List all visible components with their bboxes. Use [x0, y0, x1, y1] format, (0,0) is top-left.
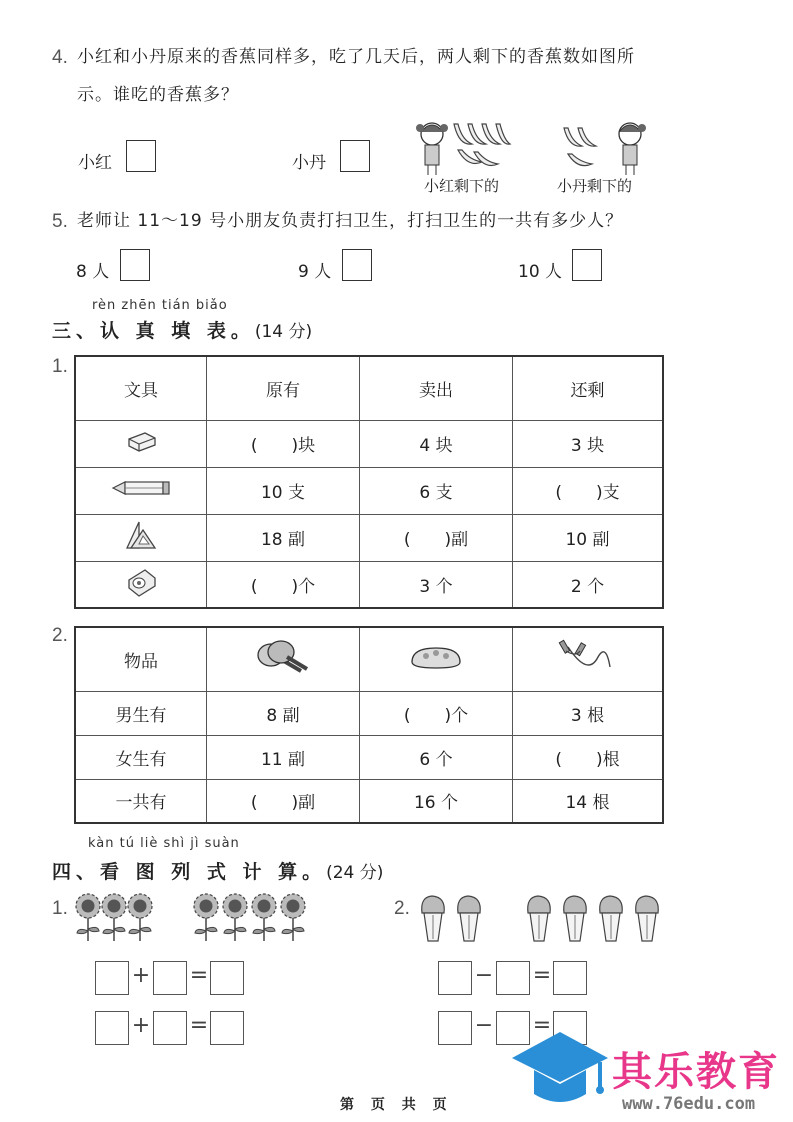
xiaodan-bananas-illustration	[560, 118, 660, 178]
table-cell: 18 副	[207, 514, 360, 561]
cabbage-icon	[528, 896, 551, 941]
problem2-number: 2.	[394, 898, 410, 919]
section4-title: 四、看 图 列 式 计 算。	[52, 861, 327, 883]
q5-option-1-label: 8 人	[76, 262, 110, 282]
q4-option-a-box[interactable]	[126, 140, 156, 172]
table-cell[interactable]: ( )块	[207, 420, 360, 467]
q4-caption-b: 小丹剩下的	[557, 177, 633, 195]
watermark-brand: 其乐教育	[612, 1049, 780, 1095]
bread-icon	[406, 640, 466, 674]
section3-heading	[52, 316, 312, 343]
table-row	[75, 691, 663, 735]
section4-score: (24 分)	[326, 863, 384, 883]
table-cell: 3 根	[513, 691, 664, 735]
page-footer: 第 页 共 页	[340, 1097, 453, 1113]
plus-sign: +	[131, 963, 151, 988]
table-cell[interactable]: ( )个	[360, 691, 513, 735]
cabbage-icon	[422, 896, 445, 941]
q5-option-3-box[interactable]	[572, 249, 602, 281]
equals-sign: =	[532, 1013, 552, 1038]
table-cell[interactable]: ( )副	[207, 779, 360, 823]
table-header-cell: 物品	[75, 627, 207, 691]
table-cell: 3 个	[360, 561, 513, 608]
graduation-cap-logo-icon	[508, 1024, 612, 1114]
table-header-cell: 还剩	[513, 356, 664, 420]
q5-text: 老师让 11～19 号小朋友负责打扫卫生，打扫卫生的一共有多少人？	[77, 211, 624, 231]
row-icon-cell	[75, 467, 207, 514]
eraser-icon	[123, 429, 159, 453]
answer-box[interactable]	[210, 961, 244, 995]
girl-icon	[619, 123, 646, 175]
items-table	[74, 626, 664, 824]
q4-option-b-box[interactable]	[340, 140, 370, 172]
minus-sign: −	[474, 1013, 494, 1038]
answer-box[interactable]	[496, 961, 530, 995]
table-header-cell: 原有	[207, 356, 360, 420]
table-header-icon-cell	[360, 627, 513, 691]
sunflower-icon	[76, 894, 100, 941]
section3-score: (14 分)	[254, 322, 313, 342]
cabbage-icon	[564, 896, 587, 941]
sunflower-icon	[102, 894, 126, 941]
table-header-cell: 卖出	[360, 356, 513, 420]
answer-box[interactable]	[210, 1011, 244, 1045]
triangle-ruler-icon	[121, 518, 161, 552]
q4-caption-a: 小红剩下的	[424, 177, 500, 195]
table-header-row	[75, 356, 663, 420]
pencil-sharpener-icon	[123, 566, 159, 598]
q5-option-1-box[interactable]	[120, 249, 150, 281]
q4-option-b-label: 小丹	[292, 153, 326, 173]
xiaohong-bananas-illustration	[412, 118, 512, 178]
sunflower-illustration	[74, 893, 324, 943]
table-cell: 16 个	[360, 779, 513, 823]
problem1-number: 1.	[52, 898, 68, 919]
answer-box[interactable]	[438, 961, 472, 995]
answer-box[interactable]	[553, 961, 587, 995]
cabbage-icon	[636, 896, 659, 941]
sunflower-icon	[194, 894, 218, 941]
table-cell: 14 根	[513, 779, 664, 823]
table-header-row	[75, 627, 663, 691]
jump-rope-icon	[558, 637, 618, 677]
answer-box[interactable]	[438, 1011, 472, 1045]
table-cell[interactable]: ( )根	[513, 735, 664, 779]
girl-icon	[416, 123, 448, 175]
q4-text-line2: 示。谁吃的香蕉多？	[77, 85, 239, 105]
cabbage-illustration	[414, 893, 674, 945]
table-cell[interactable]: ( )副	[360, 514, 513, 561]
equals-sign: =	[532, 963, 552, 988]
table-row	[75, 561, 663, 608]
answer-box[interactable]	[153, 1011, 187, 1045]
cabbage-groups	[414, 893, 674, 945]
table-cell: 11 副	[207, 735, 360, 779]
sunflower-icon	[281, 894, 305, 941]
row-icon-cell	[75, 514, 207, 561]
section3-pinyin: rèn zhēn tián biǎo	[92, 298, 228, 313]
table-cell: 4 块	[360, 420, 513, 467]
table-row	[75, 467, 663, 514]
sunflower-icon	[223, 894, 247, 941]
sunflower-icon	[252, 894, 276, 941]
table-row	[75, 735, 663, 779]
minus-sign: −	[474, 963, 494, 988]
answer-box[interactable]	[95, 961, 129, 995]
table-cell: 8 副	[207, 691, 360, 735]
sunflower-icon	[128, 894, 152, 941]
q4-number: 4.	[52, 47, 68, 68]
pencil-icon	[109, 478, 173, 498]
table-cell: 6 支	[360, 467, 513, 514]
table-row	[75, 779, 663, 823]
answer-box[interactable]	[153, 961, 187, 995]
section4-heading	[52, 857, 383, 884]
ping-pong-paddle-icon	[255, 637, 311, 677]
q5-number: 5.	[52, 211, 68, 232]
banana-icon	[564, 128, 596, 166]
table-header-icon-cell	[513, 627, 664, 691]
equals-sign: =	[189, 963, 209, 988]
watermark-url: www.76edu.com	[622, 1094, 756, 1114]
row-label-cell: 一共有	[75, 779, 207, 823]
cabbage-icon	[600, 896, 623, 941]
plus-sign: +	[131, 1013, 151, 1038]
cabbage-icon	[458, 896, 481, 941]
stationery-table	[74, 355, 664, 609]
section3-title: 三、认 真 填 表。	[52, 320, 255, 342]
row-label-cell: 男生有	[75, 691, 207, 735]
section4-pinyin: kàn tú liè shì jì suàn	[88, 836, 240, 851]
table-cell[interactable]: ( )个	[207, 561, 360, 608]
equals-sign: =	[189, 1013, 209, 1038]
table-cell: 2 个	[513, 561, 664, 608]
table-cell: 3 块	[513, 420, 664, 467]
row-icon-cell	[75, 420, 207, 467]
answer-box[interactable]	[95, 1011, 129, 1045]
table1-number: 1.	[52, 356, 68, 377]
table-row	[75, 514, 663, 561]
table2-number: 2.	[52, 625, 68, 646]
table-header-cell: 文具	[75, 356, 207, 420]
table-row	[75, 420, 663, 467]
table-cell: 10 副	[513, 514, 664, 561]
q5-option-2-label: 9 人	[298, 262, 332, 282]
q5-option-3-label: 10 人	[518, 262, 563, 282]
table-cell[interactable]: ( )支	[513, 467, 664, 514]
sunflower-groups	[74, 893, 324, 943]
q4-option-a-label: 小红	[78, 153, 112, 173]
row-label-cell: 女生有	[75, 735, 207, 779]
banana-icon	[454, 124, 510, 166]
table-cell: 10 支	[207, 467, 360, 514]
q5-option-2-box[interactable]	[342, 249, 372, 281]
table-header-icon-cell	[207, 627, 360, 691]
q4-text-line1: 小红和小丹原来的香蕉同样多，吃了几天后，两人剩下的香蕉数如图所	[77, 47, 635, 67]
table-cell: 6 个	[360, 735, 513, 779]
row-icon-cell	[75, 561, 207, 608]
